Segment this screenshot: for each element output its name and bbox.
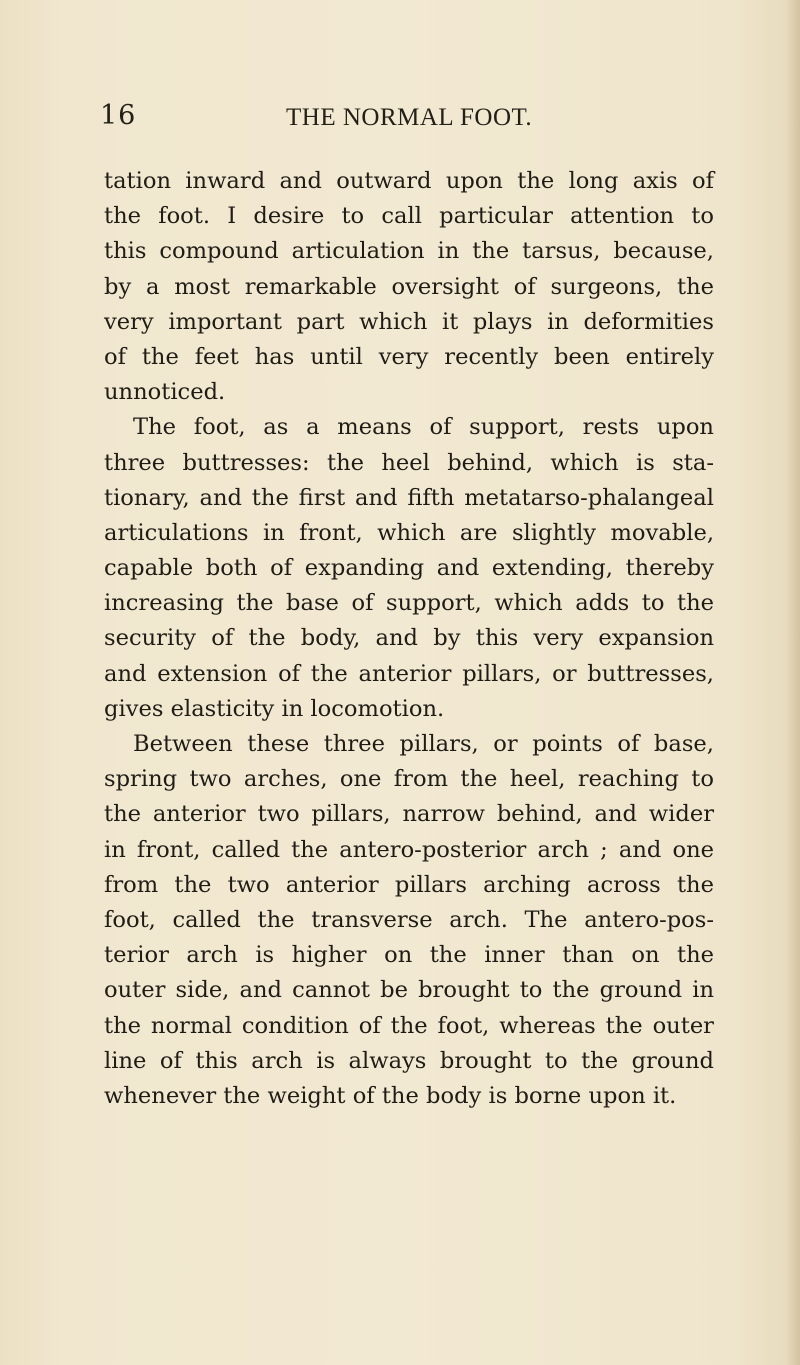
text-line: this compound articulation in the tarsus, because, xyxy=(104,238,714,265)
text-line: from the two anterior pillars arching across the xyxy=(104,871,714,898)
text-line: outer side, and cannot be brought to the ground in xyxy=(104,977,714,1004)
text-line: tionary, and the first and fifth metatarso-phalangeal xyxy=(104,484,714,511)
text-line: the foot. I desire to call particular attention to xyxy=(104,203,714,230)
text-line: increasing the base of support, which adds to the xyxy=(104,590,714,617)
text-line: security of the body, and by this very expansion xyxy=(104,625,714,652)
text-line: in front, called the antero-posterior arch ; and one xyxy=(104,836,714,863)
text-line: unnoticed. xyxy=(104,379,226,406)
text-line: the normal condition of the foot, whereas the outer xyxy=(104,1012,714,1039)
page-edge-shadow xyxy=(786,0,800,1365)
text-line: by a most remarkable oversight of surgeons, the xyxy=(104,273,714,300)
text-line: Between these three pillars, or points of base, xyxy=(133,731,714,757)
text-line: three buttresses: the heel behind, which is sta- xyxy=(104,449,714,476)
text-line: and extension of the anterior pillars, or buttresses, xyxy=(104,660,714,687)
page-number: 16 xyxy=(100,100,137,131)
text-line: articulations in front, which are slightly movable, xyxy=(104,519,714,546)
text-line: The foot, as a means of support, rests upon xyxy=(133,414,714,441)
text-line: very important part which it plays in deformities xyxy=(104,308,714,335)
text-line: gives elasticity in locomotion. xyxy=(104,695,445,722)
body-text xyxy=(104,164,714,1114)
text-line: terior arch is higher on the inner than on the xyxy=(104,942,714,969)
text-line: of the feet has until very recently been entirely xyxy=(104,343,714,370)
text-line: capable both of expanding and extending, thereby xyxy=(104,555,714,582)
page-header xyxy=(0,96,800,146)
text-line: tation inward and outward upon the long axis of xyxy=(104,168,714,194)
running-title: THE NORMAL FOOT. xyxy=(286,104,533,131)
text-line: the anterior two pillars, narrow behind, and wider xyxy=(104,801,714,828)
text-line: spring two arches, one from the heel, reaching to xyxy=(104,766,714,793)
text-line: line of this arch is always brought to the ground xyxy=(104,1047,714,1074)
text-line: foot, called the transverse arch. The antero-pos- xyxy=(104,906,714,933)
text-line: whenever the weight of the body is borne upon it. xyxy=(104,1082,677,1109)
